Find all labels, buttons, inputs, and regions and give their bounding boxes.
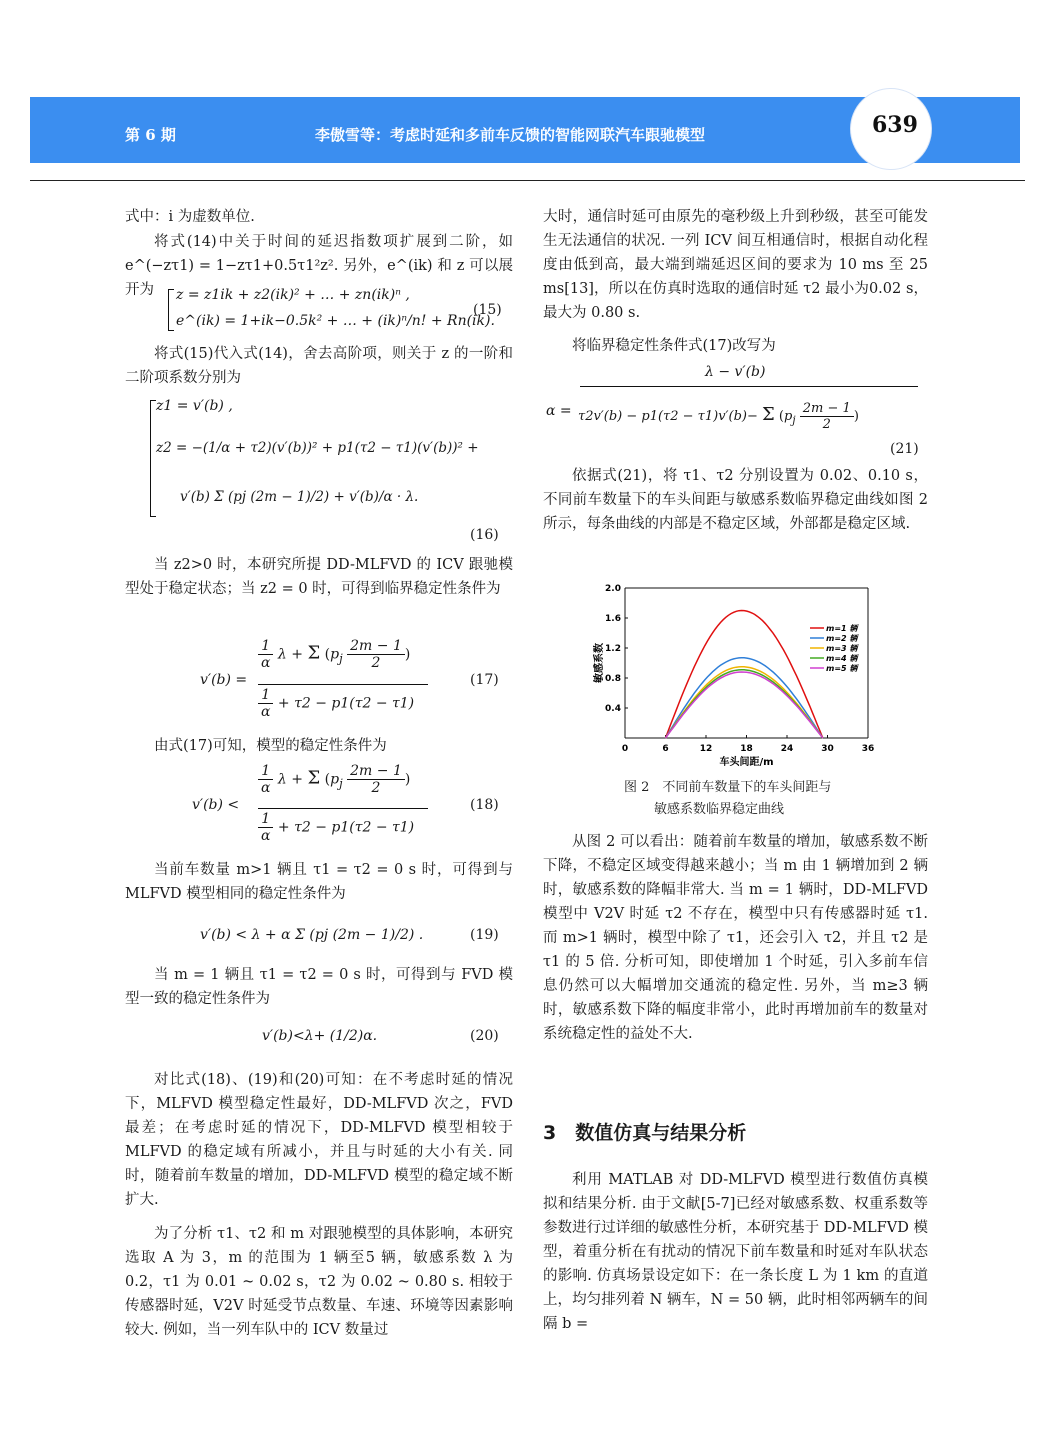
eq16-number: (16) [470, 527, 499, 543]
legend-label-3: m=3 辆 [826, 644, 858, 653]
legend-label-2: m=2 辆 [826, 634, 858, 643]
eq18-numerator: $\frac{1}{\alpha}$ λ + Σ ($p_j$ $\frac{2m - 1}{2}$ ) [258, 763, 410, 796]
eq19-number: (19) [470, 927, 499, 943]
stability-curve-chart [590, 578, 890, 778]
series-line-1 [666, 611, 823, 739]
eq15-line2: e^(ik) = 1+ik−0.5k² + … + (ik)ⁿ/n! + Rn(ik). [176, 313, 495, 329]
eq17-fraction-bar [258, 684, 428, 685]
eq21-number: (21) [890, 441, 919, 457]
right-p1: 大时，通信时延可由原先的毫秒级上升到秒级，甚至可能发生无法通信的状况. 一列 ICV 间互相通信时，根据自动化程度由低到高，最大端到端延迟区间的要求为 10 ms 至 25 ms[13]，所以在仿真时选取的通信时延 τ2 最小为0.02 s，最大为 0.80 s. [543, 209, 928, 321]
issue-label: 第 6 期 [125, 126, 176, 144]
eq21-fraction-bar [580, 386, 918, 387]
eq17-den-one-over-alpha: $\frac{1}{\alpha}$ [258, 687, 273, 720]
eq21-denominator: τ2v′(b) − p1(τ2 − τ1)v′(b)− Σ ($p_j$ $\frac{2m - 1}{2}$ ) [578, 401, 859, 432]
chart-axes [592, 584, 874, 768]
eq18-lhs: v′(b) < [192, 797, 240, 813]
legend-label-4: m=4 辆 [826, 654, 858, 663]
eq18-denominator: $\frac{1}{\alpha}$ + τ2 − p1(τ2 − τ1) [258, 811, 414, 844]
eq16-brace [150, 400, 156, 517]
legend-label-1: m=1 辆 [826, 624, 858, 633]
chart-lines [666, 611, 823, 739]
left-p9: 为了分析 τ1、τ2 和 m 对跟驰模型的具体影响，本研究选取 A 为 3，m 的范围为 1 辆至5 辆，敏感系数 λ 为 0.2，τ1 为 0.01 ~ 0.02 s，τ2 为 0.02 ~ 0.80 s. 相较于传感器时延，V2V 时延受节点数量、车速、环境等因素影响较大. 例如，当一列车队中的 ICV 数量过 [125, 1226, 513, 1338]
eq17-number: (17) [470, 672, 499, 688]
left-p3: 将式(15)代入式(14)，舍去高阶项，则关于 z 的一阶和二阶项系数分别为 [125, 346, 513, 386]
y-tick-label: 2.0 [605, 584, 621, 594]
eq15-line1: z = z1ik + z2(ik)² + … + zn(ik)ⁿ , [176, 287, 410, 303]
eq18-ratio: $\frac{2m - 1}{2}$ [347, 763, 405, 796]
y-tick-label: 0.8 [605, 674, 621, 684]
left-p7: 当 m = 1 辆且 τ1 = τ2 = 0 s 时，可得到与 FVD 模型一致的稳定性条件为 [125, 967, 513, 1007]
eq19: v′(b) < λ + α Σ (pj (2m − 1)/2) . [200, 927, 424, 943]
eq17-ratio: $\frac{2m - 1}{2}$ [347, 638, 405, 671]
eq18-one-over-alpha: $\frac{1}{\alpha}$ [258, 763, 273, 796]
chart-legend [810, 624, 859, 673]
x-tick-label: 24 [780, 744, 794, 754]
figure-caption-line2: 敏感系数临界稳定曲线 [654, 802, 785, 817]
page-number: 639 [872, 112, 918, 138]
figure-caption-line1: 图 2 不同前车数量下的车头间距与 [624, 780, 832, 795]
right-p3: 依据式(21)，将 τ1、τ2 分别设置为 0.02、0.10 s，不同前车数量下的车头间距与敏感系数临界稳定曲线如图 2 所示，每条曲线的内部是不稳定区域，外部都是稳定区域. [543, 468, 928, 532]
section-title: 3 数值仿真与结果分析 [543, 1122, 747, 1144]
y-tick-label: 0.4 [605, 704, 621, 714]
left-p6: 当前车数量 m>1 辆且 τ1 = τ2 = 0 s 时，可得到与 MLFVD 模型相同的稳定性条件为 [125, 862, 513, 902]
eq18-den-one-over-alpha: $\frac{1}{\alpha}$ [258, 811, 273, 844]
eq21-numerator: λ − v′(b) [705, 364, 766, 380]
legend-label-5: m=5 辆 [826, 664, 858, 673]
eq17-lhs: v′(b) = [200, 672, 248, 688]
eq17-denominator: $\frac{1}{\alpha}$ + τ2 − p1(τ2 − τ1) [258, 687, 414, 720]
y-tick-label: 1.6 [605, 614, 621, 624]
eq17-numerator: $\frac{1}{\alpha}$ λ + Σ ($p_j$ $\frac{2m - 1}{2}$ ) [258, 638, 410, 671]
eq21-lhs: α = [546, 403, 572, 419]
y-tick-label: 1.2 [605, 644, 621, 654]
eq21-ratio: $\frac{2m - 1}{2}$ [800, 401, 854, 432]
eq18-number: (18) [470, 797, 499, 813]
x-tick-label: 36 [861, 744, 875, 754]
x-tick-label: 12 [699, 744, 713, 754]
eq15-number: (15) [473, 302, 502, 318]
eq16-line2: z2 = −(1/α + τ2)(v′(b))² + p1(τ2 − τ1)(v′(b))² + [156, 440, 479, 456]
eq17-one-over-alpha: $\frac{1}{\alpha}$ [258, 638, 273, 671]
right-p2: 将临界稳定性条件式(17)改写为 [572, 338, 776, 354]
x-tick-label: 6 [662, 744, 669, 754]
eq15-brace [168, 289, 174, 331]
x-tick-label: 0 [621, 744, 629, 754]
eq18-fraction-bar [258, 808, 428, 809]
running-title: 李傲雪等：考虑时延和多前车反馈的智能网联汽车跟驰模型 [315, 126, 706, 144]
x-tick-label: 18 [740, 744, 753, 754]
left-p2: 将式(14)中关于时间的延迟指数项扩展到二阶，如 e^(−zτ1) = 1−zτ1+0.5τ1²z². 另外，e^(ik) 和 z 可以展开为 [125, 234, 513, 298]
eq16-line1: z1 = v′(b) , [156, 398, 233, 414]
left-p8: 对比式(18)、(19)和(20)可知：在不考虑时延的情况下，MLFVD 模型稳定性最好，DD-MLFVD 次之，FVD 最差；在考虑时延的情况下，DD-MLFVD 模型相较于 MLFVD 的稳定域有所减小，并且与时延的大小有关. 同时，随着前车数量的增加，DD-MLFVD 模型的稳定域不断扩大. [125, 1072, 513, 1208]
eq20-number: (20) [470, 1028, 499, 1044]
right-p5: 利用 MATLAB 对 DD-MLFVD 模型进行数值仿真模拟和结果分析. 由于文献[5-7]已经对敏感系数、权重系数等参数进行过详细的敏感性分析，本研究基于 DD-MLFVD 模型，着重分析在有扰动的情况下前车数量和时延对车队状态的影响. 仿真场景设定如下：在一条长度 L 为 1 km 的直道上，均匀排列着 N 辆车，N = 50 辆，此时相邻两辆车的间隔 b = [543, 1172, 928, 1332]
right-p4: 从图 2 可以看出：随着前车数量的增加，敏感系数不断下降，不稳定区域变得越来越小；当 m 由 1 辆增加到 2 辆时，敏感系数的降幅非常大. 当 m = 1 辆时，DD-MLFVD 模型中 V2V 时延 τ2 不存在，模型中只有传感器时延 τ1. 而 m>1 辆时，模型中除了 τ1，还会引入 τ2，并且 τ2 是 τ1 的 5 倍. 分析可知，即使增加 1 个时延，引入多前车信息仍然可以大幅增加交通流的稳定性. 另外，当 m≥3 辆时，敏感系数下降的幅度非常小，此时再增加前车的数量对系统稳定性的益处不大. [543, 834, 928, 1042]
left-p5: 由式(17)可知，模型的稳定性条件为 [154, 738, 387, 754]
left-p4: 当 z2>0 时，本研究所提 DD-MLFVD 的 ICV 跟驰模型处于稳定状态；当 z2 = 0 时，可得到临界稳定性条件为 [125, 557, 513, 597]
header-rule [30, 180, 1025, 181]
x-axis-label: 车头间距/m [719, 757, 774, 768]
left-p1: 式中：i 为虚数单位. [125, 209, 255, 225]
y-axis-label: 敏感系数 [594, 643, 605, 683]
eq20: v′(b)<λ+ (1/2)α. [262, 1028, 378, 1044]
eq16-line3: v′(b) Σ (pj (2m − 1)/2) + v′(b)/α · λ. [180, 489, 419, 505]
x-tick-label: 30 [821, 744, 834, 754]
